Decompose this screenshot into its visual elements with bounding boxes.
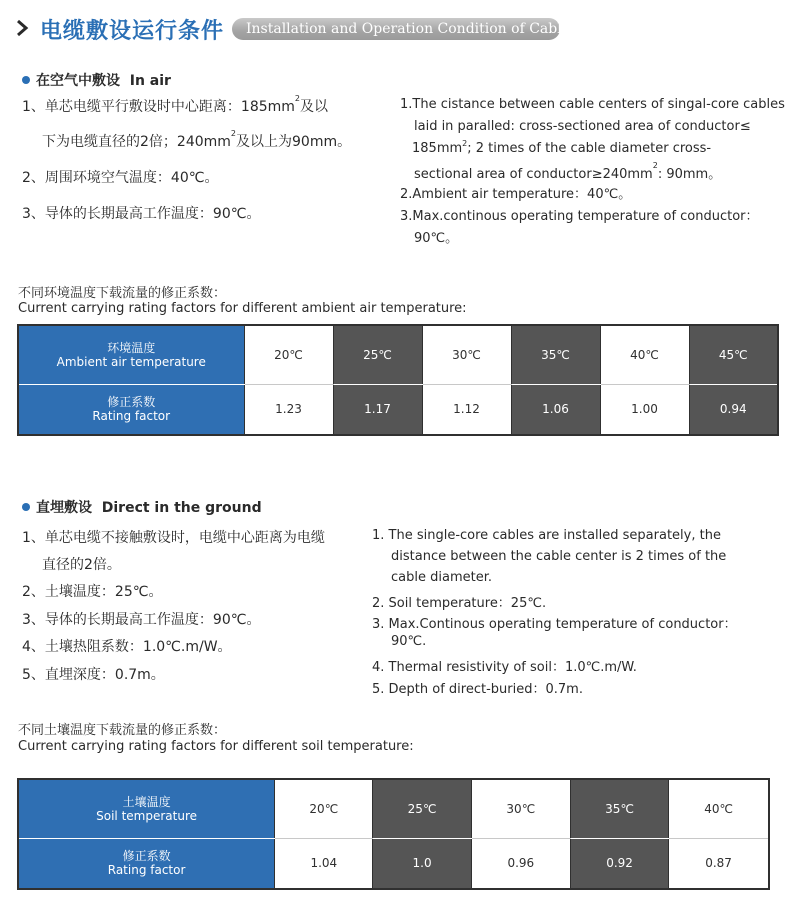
ground-en-line-3: cable diameter. bbox=[391, 570, 492, 585]
ground-factor-row bbox=[18, 838, 769, 889]
air-cn-line-2: 下为电缆直径的2倍；$240mm^2$及以上为90mm。 bbox=[42, 129, 352, 150]
ground-factor-cell: 0.92 bbox=[570, 838, 668, 889]
page-title: 电缆敷设运行条件 bbox=[40, 19, 225, 44]
air-factor-row bbox=[18, 384, 778, 435]
air-factor-cell: 0.94 bbox=[689, 384, 778, 435]
bullet-icon bbox=[22, 76, 30, 84]
air-en-line-5: 2.Ambient air temperature：40℃。 bbox=[400, 187, 632, 202]
ground-cn-line-6: 5、直埋深度：0.7m。 bbox=[22, 667, 165, 683]
ground-cn-line-2: 直径的2倍。 bbox=[42, 557, 121, 573]
ground-temp-cell: 25℃ bbox=[373, 779, 471, 838]
air-temp-cell: 25℃ bbox=[333, 325, 422, 384]
air-en-line-3: $185mm^2$; 2 times of the cable diameter cross- bbox=[412, 139, 712, 156]
ground-factor-cell: 1.04 bbox=[275, 838, 373, 889]
air-factor-cell: 1.23 bbox=[244, 384, 333, 435]
air-cn-line-1: 1、单芯电缆平行敷设时中心距离：$185mm^2$及以 bbox=[22, 94, 328, 115]
ground-temp-cell: 40℃ bbox=[669, 779, 769, 838]
air-en-line-4: sectional area of $conductor\ge 240mm^2$: 90mm。 bbox=[414, 161, 722, 182]
ground-en-line-2: distance between the cable center is 2 times of the bbox=[391, 549, 727, 564]
ground-temp-row bbox=[18, 779, 769, 838]
ground-cn-line-1: 1、单芯电缆不接触敷设时，电缆中心距离为电缆 bbox=[22, 530, 325, 546]
air-temp-cell: 40℃ bbox=[600, 325, 689, 384]
ground-caption-cn: 不同土壤温度下载流量的修正系数： bbox=[18, 723, 227, 738]
air-temp-cell: 45℃ bbox=[689, 325, 778, 384]
ground-en-line-1: 1. The single-core cables are installed separately, the bbox=[372, 528, 721, 543]
section-heading-in-ground: 直埋敷设 Direct in the ground bbox=[22, 497, 262, 517]
air-en-line-2: laid in paralled: cross-sectioned area of conductor≤ bbox=[414, 119, 751, 134]
air-factor-cell: 1.00 bbox=[600, 384, 689, 435]
ground-temp-header: 土壤温度 Soil temperature bbox=[18, 779, 275, 838]
chevron-right-icon bbox=[12, 18, 32, 38]
ground-rating-table bbox=[17, 778, 770, 890]
ground-en-line-7: 4. Thermal resistivity of soil：1.0℃.m/W. bbox=[372, 660, 637, 675]
ground-en-line-8: 5. Depth of direct-buried：0.7m. bbox=[372, 682, 583, 697]
air-temp-cell: 30℃ bbox=[422, 325, 511, 384]
ground-caption-en: Current carrying rating factors for different soil temperature: bbox=[18, 739, 414, 754]
air-temp-row bbox=[18, 325, 778, 384]
ground-factor-cell: 0.87 bbox=[669, 838, 769, 889]
ground-temp-cell: 35℃ bbox=[570, 779, 668, 838]
ground-cn-line-4: 3、导体的长期最高工作温度：90℃。 bbox=[22, 612, 261, 628]
air-en-line-6: 3.Max.continous operating temperature of conductor： bbox=[400, 209, 759, 224]
air-factor-cell: 1.17 bbox=[333, 384, 422, 435]
air-en-line-7: 90℃。 bbox=[414, 231, 459, 246]
bullet-icon bbox=[22, 503, 30, 511]
ground-cn-line-3: 2、土壤温度：25℃。 bbox=[22, 584, 163, 600]
air-cn-line-4: 3、导体的长期最高工作温度：90℃。 bbox=[22, 206, 261, 222]
air-caption-cn: 不同环境温度下载流量的修正系数： bbox=[18, 286, 227, 301]
ground-factor-cell: 1.0 bbox=[373, 838, 471, 889]
air-cn-line-3: 2、周围环境空气温度：40℃。 bbox=[22, 170, 219, 186]
air-temp-cell: 20℃ bbox=[244, 325, 333, 384]
ground-temp-cell: 30℃ bbox=[471, 779, 570, 838]
air-temp-cell: 35℃ bbox=[511, 325, 600, 384]
ground-en-line-4: 2. Soil temperature：25℃. bbox=[372, 596, 547, 611]
ground-factor-cell: 0.96 bbox=[471, 838, 570, 889]
air-factor-cell: 1.06 bbox=[511, 384, 600, 435]
ground-factor-header: 修正系数 Rating factor bbox=[18, 838, 275, 889]
air-rating-table bbox=[17, 324, 779, 436]
ground-en-line-6: 90℃. bbox=[391, 634, 427, 649]
air-temp-header: 环境温度 Ambient air temperature bbox=[18, 325, 244, 384]
air-en-line-1: 1.The cistance between cable centers of singal-core cables bbox=[400, 97, 785, 112]
air-caption-en: Current carrying rating factors for different ambient air temperature: bbox=[18, 301, 467, 316]
air-factor-header: 修正系数 Rating factor bbox=[18, 384, 244, 435]
air-factor-cell: 1.12 bbox=[422, 384, 511, 435]
ground-en-line-5: 3. Max.Continous operating temperature of conductor： bbox=[372, 617, 737, 632]
ground-temp-cell: 20℃ bbox=[275, 779, 373, 838]
page-title-en-banner: Installation and Operation Condition of Cable bbox=[232, 18, 560, 40]
ground-cn-line-5: 4、土壤热阻系数：1.0℃.m/W。 bbox=[22, 639, 232, 655]
section-heading-in-air: 在空气中敷设 In air bbox=[22, 70, 171, 90]
